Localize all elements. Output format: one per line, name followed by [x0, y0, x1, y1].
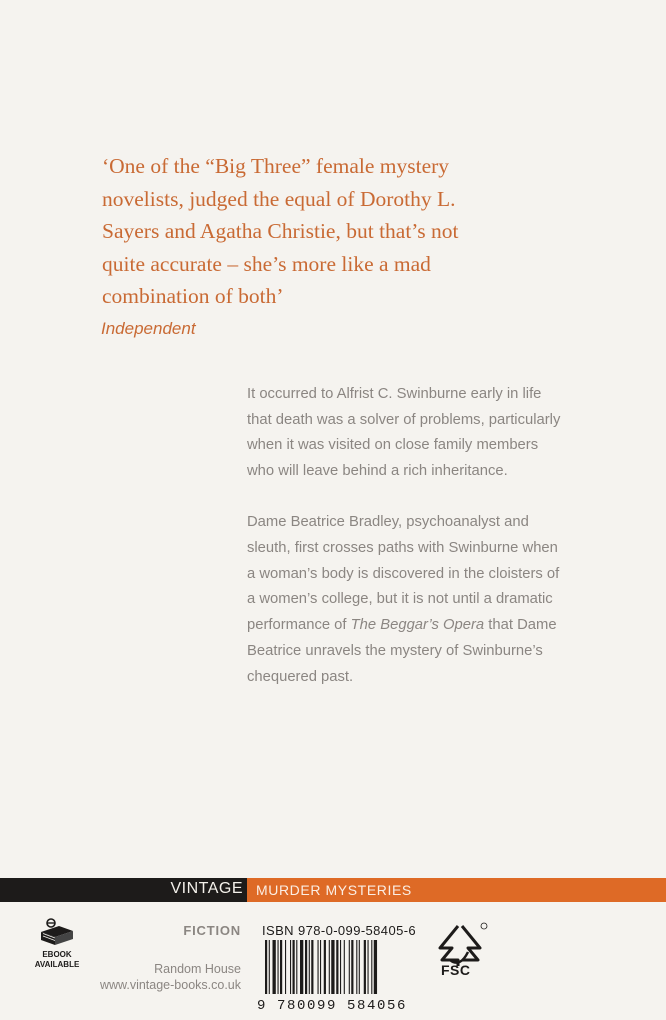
pull-quote	[102, 150, 532, 313]
barcode-digits: 9 780099 584056	[257, 998, 408, 1014]
fsc-label: FSC	[441, 962, 471, 978]
imprint-band	[0, 878, 666, 902]
ebook-badge	[30, 918, 84, 970]
quote-line: combination of both’	[102, 284, 284, 308]
blurb-text: performance of	[247, 617, 351, 634]
blurb-line: Beatrice unravels the mystery of Swinburne’s	[247, 642, 543, 659]
category-label: FICTION	[183, 923, 241, 938]
blurb-text: that Dame	[484, 617, 557, 634]
series-name: MURDER MYSTERIES	[256, 882, 412, 898]
blurb-line: Dame Beatrice Bradley, psychoanalyst and	[247, 514, 529, 531]
blurb-line: It occurred to Alfrist C. Swinburne early in life	[247, 386, 542, 402]
imprint-band-accent	[247, 878, 666, 902]
publisher-website: www.vintage-books.co.uk	[99, 977, 241, 992]
blurb-line: a woman’s body is discovered in the cloisters of	[247, 565, 560, 582]
blurb-line: sleuth, first crosses paths with Swinburne when	[247, 540, 558, 557]
quote-line: quite accurate – she’s more like a mad	[102, 251, 431, 276]
blurb-line: that death was a solver of problems, particularly	[247, 411, 561, 428]
blurb-line: chequered past.	[247, 668, 354, 685]
ebook-icon	[37, 918, 77, 948]
barcode-icon	[257, 940, 415, 1000]
imprint-name: VINTAGE	[170, 880, 243, 897]
ebook-label-line: AVAILABLE	[34, 960, 80, 969]
quote-line: ‘One of the “Big Three” female mystery	[102, 154, 450, 178]
book-title-italic: The Beggar’s Opera	[350, 617, 485, 634]
imprint-band-dark	[0, 878, 247, 902]
publisher-info	[100, 962, 241, 993]
blurb-line: who will leave behind a rich inheritance.	[247, 463, 508, 480]
ebook-label	[30, 950, 84, 970]
blurb-line: when it was visited on close family members	[247, 437, 539, 454]
quote-line: novelists, judged the equal of Dorothy L.	[102, 186, 456, 211]
blurb-paragraph-1	[247, 382, 627, 485]
ebook-label-line: EBOOK	[42, 950, 72, 959]
publisher-name: Random House	[154, 962, 241, 976]
isbn-text: ISBN 978-0-099-58405-6	[262, 923, 417, 938]
blurb-paragraph-2	[247, 510, 627, 690]
blurb-line: a women’s college, but it is not until a dramatic	[247, 591, 553, 608]
quote-attribution: Independent	[101, 319, 196, 338]
book-blurb	[247, 382, 627, 716]
blurb-line	[247, 613, 627, 639]
quote-line: Sayers and Agatha Christie, but that’s not	[102, 219, 459, 243]
